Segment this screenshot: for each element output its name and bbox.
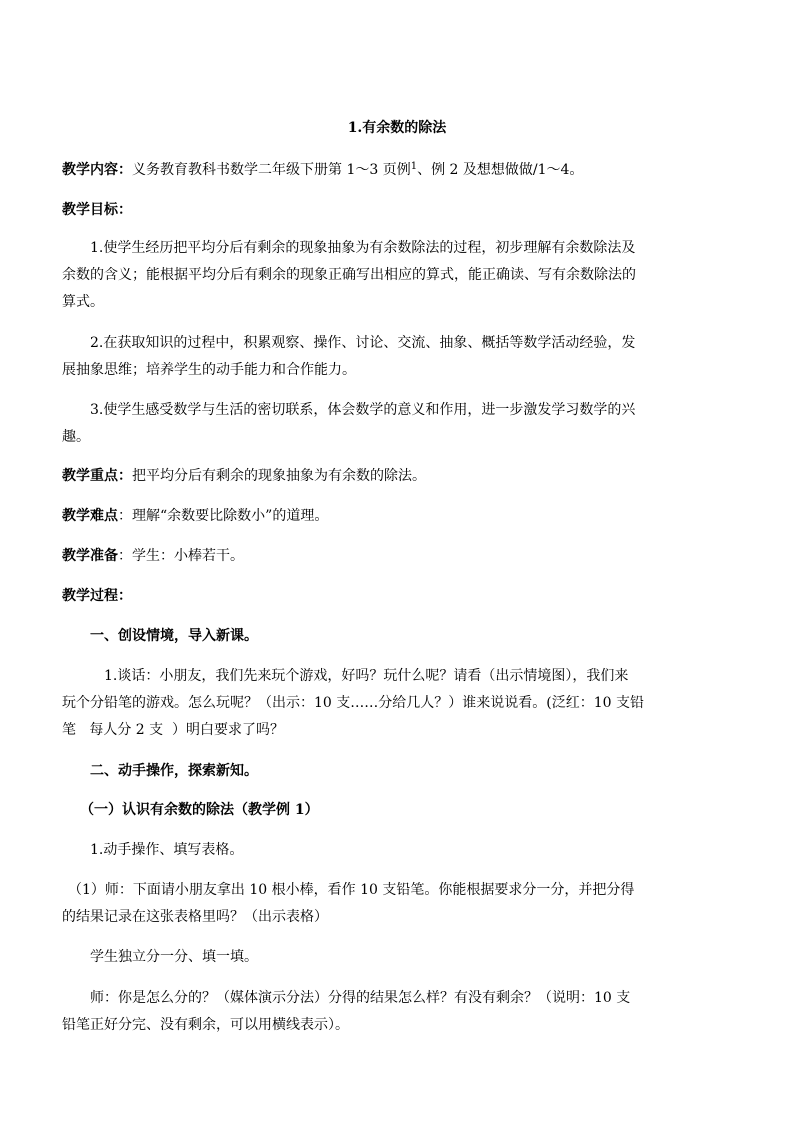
content-label: 教学内容： <box>62 162 132 178</box>
difficulty-text: ：理解“余数要比除数小”的道理。 <box>118 508 329 524</box>
paragraph-2: 学生独立分一分、填一填。 <box>90 949 258 965</box>
section-1-line-2: 玩个分铅笔的游戏。怎么玩呢？（出示：10 支……分给几人？）谁来说说看。(泛红：10 支铅 <box>62 695 644 711</box>
content-superscript: 1 <box>410 161 418 172</box>
prep-line <box>62 546 244 566</box>
paragraph-1-line-1: （1）师：下面请小朋友拿出 10 根小棒，看作 10 支铅笔。你能根据要求分一分，并把分得 <box>68 882 635 898</box>
page-title: 1.有余数的除法 <box>347 120 447 136</box>
goals-label: 教学目标： <box>62 202 132 218</box>
goal-1-line-1: 1.使学生经历把平均分后有剩余的现象抽象为有余数除法的过程，初步理解有余数除法及 <box>90 240 636 256</box>
focus-label: 教学重点： <box>62 468 132 484</box>
paragraph-3-line-2: 铅笔正好分完、没有剩余，可以用横线表示）。 <box>62 1017 349 1033</box>
paragraph-1-line-2: 的结果记录在这张表格里吗？（出示表格） <box>62 909 328 925</box>
content-text: 义务教育教科书数学二年级下册第 1～3 页例 <box>132 162 411 178</box>
step-1: 1.动手操作、填写表格。 <box>90 842 244 858</box>
content-line <box>62 160 583 182</box>
prep-text: ：学生：小棒若干。 <box>118 548 244 564</box>
focus-line <box>62 466 426 486</box>
focus-text: 把平均分后有剩余的现象抽象为有余数的除法。 <box>132 468 426 484</box>
section-1-line-3: 笔 每人分 2 支 ）明白要求了吗？ <box>62 722 285 738</box>
goal-3-line-2: 趣。 <box>62 429 90 445</box>
difficulty-line <box>62 506 328 526</box>
goal-2-line-2: 展抽象思维；培养学生的动手能力和合作能力。 <box>62 362 356 378</box>
process-label: 教学过程： <box>62 588 132 604</box>
section-2-heading: 二、动手操作，探索新知。 <box>90 763 258 779</box>
goal-1-line-3: 算式。 <box>62 294 104 310</box>
paragraph-3-line-1: 师：你是怎么分的？（媒体演示分法）分得的结果怎么样？有没有剩余？（说明：10 支 <box>90 990 631 1006</box>
section-1-line-1: 1.谈话：小朋友，我们先来玩个游戏，好吗？玩什么呢？请看（出示情境图），我们来 <box>104 668 629 684</box>
section-2-subheading: （一）认识有余数的除法（教学例 1） <box>80 802 319 818</box>
goal-1-line-2: 余数的含义；能根据平均分后有剩余的现象正确写出相应的算式，能正确读、写有余数除法的 <box>62 267 636 283</box>
prep-label: 教学准备 <box>62 548 118 564</box>
section-1-heading: 一、创设情境，导入新课。 <box>90 628 258 644</box>
difficulty-label: 教学难点 <box>62 508 118 524</box>
goal-3-line-1: 3.使学生感受数学与生活的密切联系，体会数学的意义和作用，进一步激发学习数学的兴 <box>90 402 636 418</box>
goal-2-line-1: 2.在获取知识的过程中，积累观察、操作、讨论、交流、抽象、概括等数学活动经验，发 <box>90 335 636 351</box>
content-text-2: 、例 2 及想想做做/1～4。 <box>417 162 584 178</box>
